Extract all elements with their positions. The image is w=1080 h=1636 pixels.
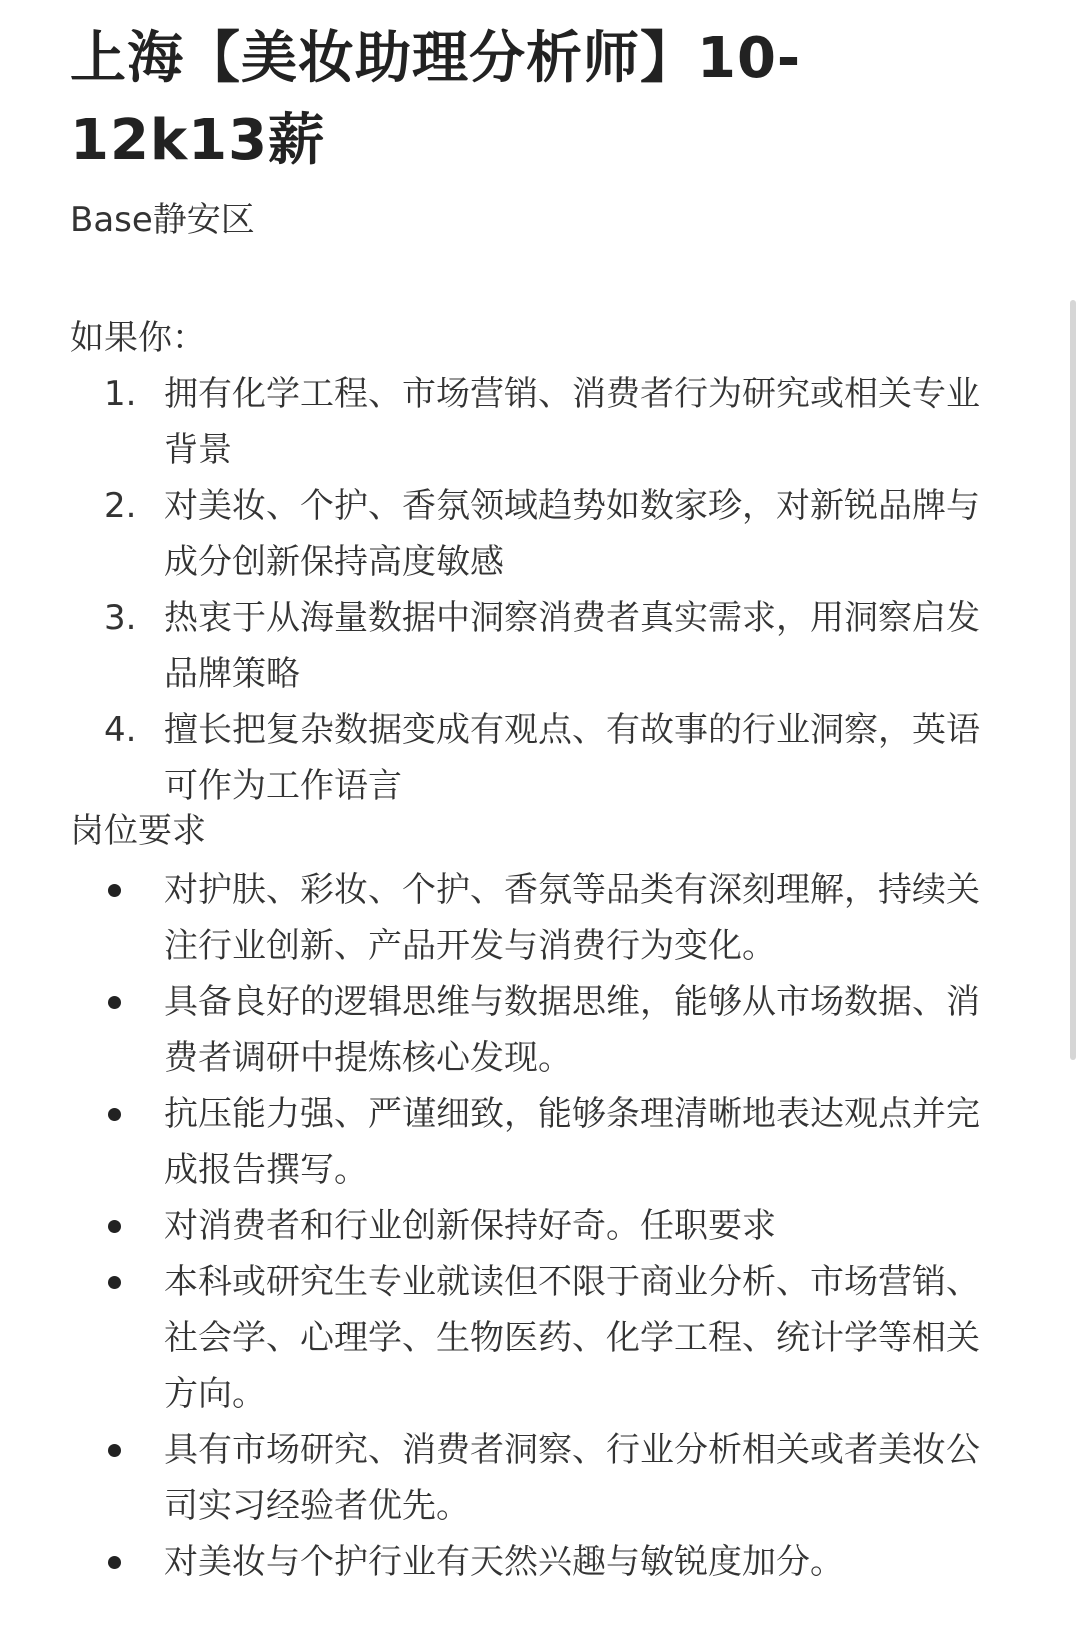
bullet-icon [108,996,121,1009]
bullet-icon [108,1220,121,1233]
list-item [0,862,994,974]
list-item-text: 热衷于从海量数据中洞察消费者真实需求，用洞察启发品牌策略 [164,598,980,694]
requirements-list [0,862,994,1590]
bullet-icon [108,1108,121,1121]
list-item-text: 具备良好的逻辑思维与数据思维，能够从市场数据、消费者调研中提炼核心发现。 [164,982,980,1078]
list-item [0,702,994,814]
list-item [0,1198,994,1254]
list-number: 3. [104,598,137,638]
list-item [0,1254,994,1422]
list-item-text: 具有市场研究、消费者洞察、行业分析相关或者美妆公司实习经验者优先。 [164,1430,980,1526]
scrollbar[interactable] [1070,300,1076,1060]
requirements-heading: 岗位要求 [70,811,206,851]
list-item [0,366,994,478]
list-item-text: 擅长把复杂数据变成有观点、有故事的行业洞察，英语可作为工作语言 [164,710,980,806]
list-number: 1. [104,374,137,414]
list-item-text: 对美妆与个护行业有天然兴趣与敏锐度加分。 [164,1542,844,1582]
bullet-icon [108,1556,121,1569]
bullet-icon [108,1276,121,1289]
list-item-text: 抗压能力强、严谨细致，能够条理清晰地表达观点并完成报告撰写。 [164,1094,980,1190]
list-item [0,590,994,702]
job-title: 上海【美妆助理分析师】10-12k13薪 [70,26,802,173]
job-location: Base静安区 [70,200,255,240]
list-item-text: 对消费者和行业创新保持好奇。任职要求 [164,1206,776,1246]
list-number: 4. [104,710,137,750]
bullet-icon [108,884,121,897]
list-item-text: 拥有化学工程、市场营销、消费者行为研究或相关专业背景 [164,374,980,470]
list-item-text: 对美妆、个护、香氛领域趋势如数家珍，对新锐品牌与成分创新保持高度敏感 [164,486,980,582]
list-item [0,1422,994,1534]
list-item-text: 本科或研究生专业就读但不限于商业分析、市场营销、社会学、心理学、生物医药、化学工程、统计学等相关方向。 [164,1262,980,1414]
list-item [0,1534,994,1590]
bullet-icon [108,1444,121,1457]
list-item [0,1086,994,1198]
ideal-candidate-list [0,366,994,814]
list-item-text: 对护肤、彩妆、个护、香氛等品类有深刻理解，持续关注行业创新、产品开发与消费行为变化。 [164,870,980,966]
list-item [0,974,994,1086]
list-number: 2. [104,486,137,526]
list-item [0,478,994,590]
intro-heading: 如果你： [70,318,206,358]
